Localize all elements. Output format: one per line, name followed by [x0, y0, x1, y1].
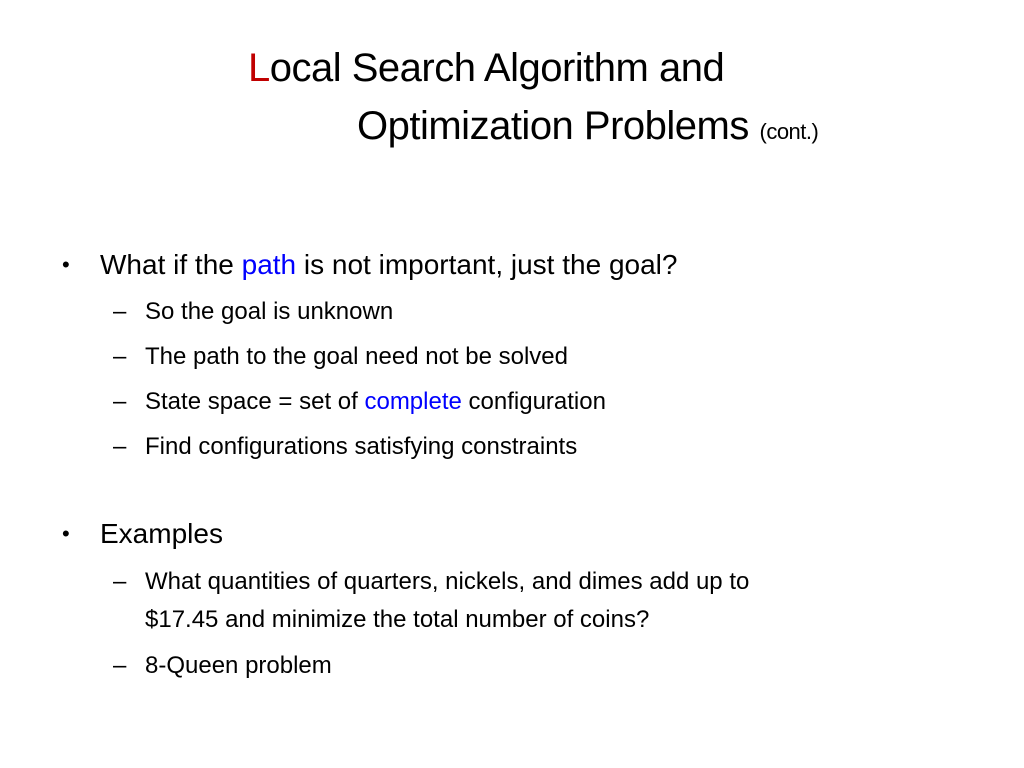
highlight-complete: complete	[364, 388, 462, 415]
bullet-text-post: is not important, just the goal?	[296, 249, 678, 280]
sub-bullet-text: 8-Queen problem	[145, 652, 332, 679]
sub-bullet-text: Find configurations satisfying constraints	[145, 433, 578, 460]
dash-icon: –	[113, 343, 127, 370]
sub-bullet-text-post: configuration	[461, 388, 606, 415]
dash-icon: –	[113, 433, 127, 460]
dash-icon: –	[113, 568, 127, 595]
highlight-path: path	[241, 249, 297, 280]
title-first-letter: L	[248, 46, 270, 90]
title-line-2-text: Optimization Problems	[357, 104, 749, 148]
title-line-2	[357, 98, 818, 160]
title-suffix: (cont.)	[759, 119, 819, 144]
bullet-dot-icon: •	[62, 521, 70, 546]
sub-bullet-text-line-1: What quantities of quarters, nickels, and dimes add up to	[145, 568, 750, 595]
dash-icon: –	[113, 652, 127, 679]
sub-bullet-text-pre: State space = set of	[145, 388, 365, 415]
bullet-text	[100, 248, 677, 282]
bullet-text-pre: What if the	[100, 249, 242, 280]
bullet-dot-icon: •	[62, 252, 70, 277]
sub-bullet-text: The path to the goal need not be solved	[145, 343, 568, 370]
sub-bullet-text-line-2: $17.45 and minimize the total number of coins?	[145, 606, 650, 633]
bullet-text: Examples	[100, 518, 223, 549]
title-line-1	[248, 40, 724, 96]
dash-icon: –	[113, 298, 127, 325]
title-line-1-text: ocal Search Algorithm and	[269, 46, 725, 90]
dash-icon: –	[113, 388, 127, 415]
sub-bullet-text: So the goal is unknown	[145, 298, 394, 325]
sub-bullet-text	[145, 387, 606, 417]
